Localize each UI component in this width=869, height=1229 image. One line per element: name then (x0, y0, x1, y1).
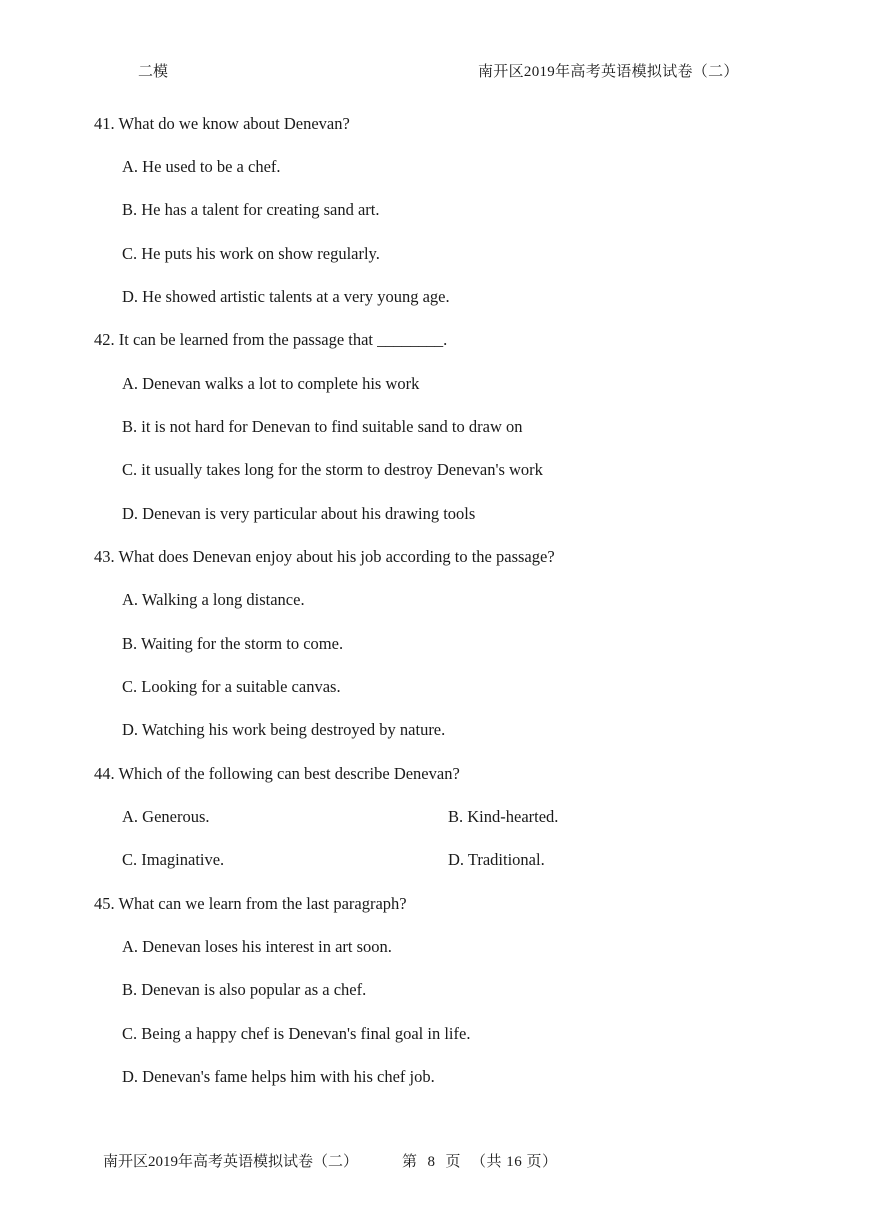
question-45-option-c: C. Being a happy chef is Denevan's final goal in life. (122, 1024, 471, 1043)
footer-page-label-pre: 第 (402, 1154, 418, 1170)
question-42-option-b: B. it is not hard for Denevan to find suitable sand to draw on (122, 417, 523, 436)
question-42-option-d: D. Denevan is very particular about his drawing tools (122, 504, 476, 523)
footer-page-label-post: 页 (445, 1154, 462, 1170)
question-44-stem: 44. Which of the following can best describe Denevan? (94, 764, 460, 783)
footer-page-info (402, 1150, 568, 1171)
question-41-stem: 41. What do we know about Denevan? (94, 114, 350, 133)
question-43-option-c: C. Looking for a suitable canvas. (122, 677, 341, 696)
question-41-option-d: D. He showed artistic talents at a very young age. (122, 287, 450, 306)
question-42-stem: 42. It can be learned from the passage that ________. (94, 330, 448, 349)
question-44-option-a: A. Generous. (122, 807, 210, 826)
footer-title: 南开区2019年高考英语模拟试卷（二） (103, 1154, 359, 1170)
question-43-option-a: A. Walking a long distance. (122, 590, 305, 609)
question-44-option-d: D. Traditional. (448, 850, 545, 869)
question-41-option-c: C. He puts his work on show regularly. (122, 244, 380, 263)
question-42-option-a: A. Denevan walks a lot to complete his work (122, 374, 420, 393)
question-44-option-c: C. Imaginative. (122, 850, 225, 869)
question-42-option-c: C. it usually takes long for the storm to destroy Denevan's work (122, 460, 543, 479)
header-left: 二模 (138, 64, 169, 80)
question-41-option-b: B. He has a talent for creating sand art. (122, 200, 380, 219)
question-45-option-b: B. Denevan is also popular as a chef. (122, 980, 367, 999)
question-41-option-a: A. He used to be a chef. (122, 157, 281, 176)
question-43-option-b: B. Waiting for the storm to come. (122, 634, 344, 653)
footer-total-pages: （共 16 页） (471, 1154, 558, 1170)
question-45-stem: 45. What can we learn from the last paragraph? (94, 894, 407, 913)
question-44-option-b: B. Kind-hearted. (448, 807, 559, 826)
question-45-option-d: D. Denevan's fame helps him with his chef job. (122, 1067, 435, 1086)
question-43-stem: 43. What does Denevan enjoy about his job according to the passage? (94, 547, 555, 566)
question-45-option-a: A. Denevan loses his interest in art soon. (122, 937, 392, 956)
header-right: 南开区2019年高考英语模拟试卷（二） (478, 64, 739, 80)
footer-page-number: 8 (427, 1154, 436, 1170)
question-43-option-d: D. Watching his work being destroyed by nature. (122, 720, 446, 739)
